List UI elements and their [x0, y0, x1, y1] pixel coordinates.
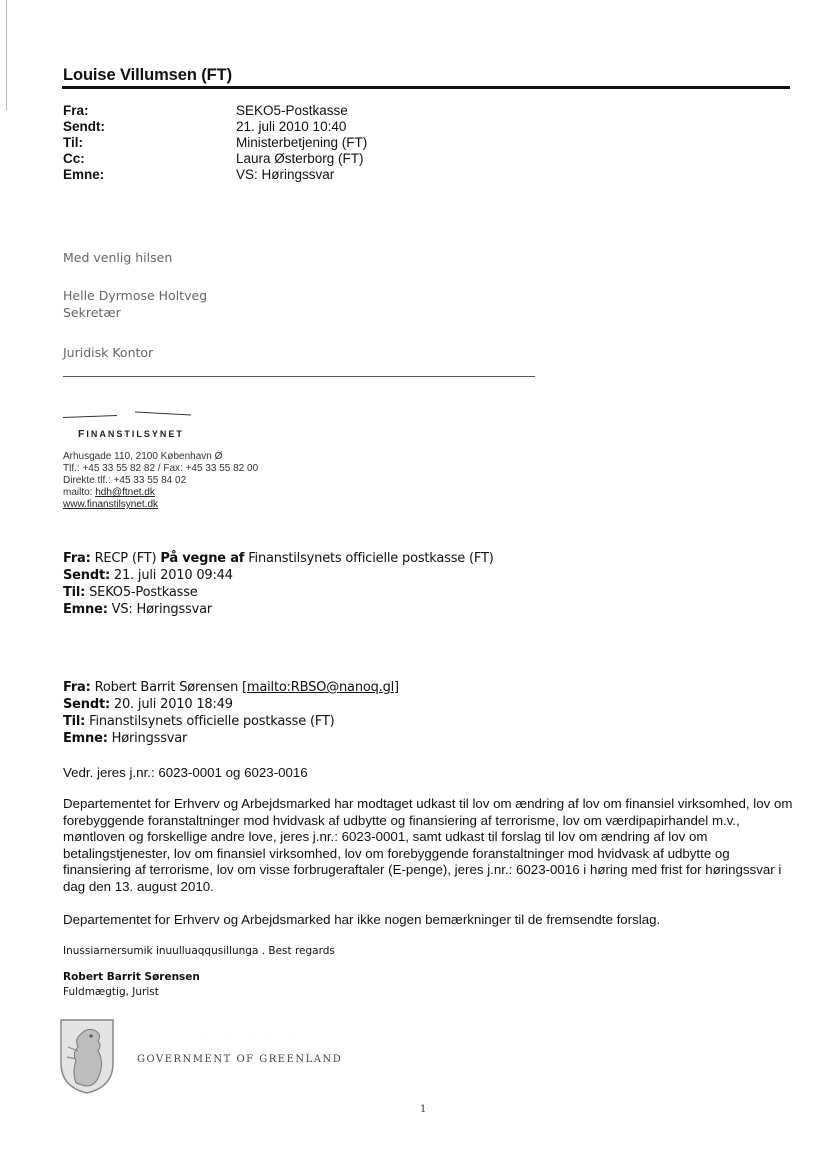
signature-title: Sekretær	[63, 305, 121, 320]
header-value: Laura Østerborg (FT)	[236, 151, 364, 166]
fwd1-fra-line	[63, 550, 494, 567]
logo-initial: F	[78, 428, 87, 440]
fwd2-mailto-link[interactable]: [mailto:RBSO@nanoq.gl]	[242, 680, 399, 695]
header-value: VS: Høringssvar	[236, 167, 335, 182]
fwd1-sendt-value: 21. juli 2010 09:44	[113, 568, 233, 583]
fwd2-emne-line	[63, 730, 187, 747]
logo-rest: INANSTILSYNET	[86, 429, 184, 439]
web-link[interactable]: www.finanstilsynet.dk	[63, 499, 159, 510]
header-value: Ministerbetjening (FT)	[236, 135, 368, 150]
header-label: Til:	[63, 135, 83, 150]
fwd1-on-behalf-label: På vegne af	[160, 551, 245, 566]
government-of-greenland: GOVERNMENT OF GREENLAND	[137, 1054, 343, 1065]
fwd2-fra-value: Robert Barrit Sørensen	[94, 680, 239, 695]
fwd2-sendt-label: Sendt:	[63, 697, 110, 712]
signature-name: Helle Dyrmose Holtveg	[63, 288, 208, 303]
fwd2-emne-value: Høringssvar	[111, 731, 188, 746]
fwd1-emne-label: Emne:	[63, 602, 108, 617]
fwd2-sendt-line	[63, 696, 233, 713]
fwd2-fra-label: Fra:	[63, 680, 91, 695]
letter-paragraph-1: Departementet for Erhverv og Arbejdsmarked har modtaget udkast til lov om ændring af lov om finansiel virksomhed, lov om forebyggende foranstaltninger mod hvidvask af udbytte og finansiering af terrorisme, lov om værdipapirhandel m.v., møntloven og forskellige andre love, jeres j.nr.: 6023-0001, samt udkast til forslag til lov om ændring af lov om betalingstjenester, lov om finansiel virksomhed, lov om forebyggende foranstaltninger mod hvidvask af udbytte og finansiering af terrorisme, lov om visse forbrugeraftaler (E-penge), jeres j.nr.: 6023-0016 i høring med frist for høringssvar i dag den 13. august 2010.	[63, 796, 793, 894]
fwd1-til-value: SEKO5-Postkasse	[89, 585, 198, 600]
finanstilsynet-mailto	[63, 487, 155, 500]
mailto-link[interactable]: hdh@ftnet.dk	[95, 487, 155, 498]
fwd2-til-label: Til:	[63, 714, 86, 729]
finanstilsynet-phone-fax: Tlf.: +45 33 55 82 82 / Fax: +45 33 55 82 00	[63, 463, 259, 474]
header-label: Sendt:	[63, 119, 105, 134]
fwd1-sendt-line	[63, 567, 233, 584]
finanstilsynet-logo-stroke-right	[135, 412, 191, 416]
fwd1-til-label: Til:	[63, 585, 86, 600]
fwd2-emne-label: Emne:	[63, 731, 108, 746]
fwd2-fra-line	[63, 679, 399, 696]
title-rule	[62, 86, 790, 89]
signature-divider	[63, 376, 535, 377]
page-number: 1	[420, 1104, 427, 1115]
greenland-coat-of-arms-icon	[58, 1017, 116, 1095]
fwd2-til-value: Finanstilsynets officielle postkasse (FT)	[89, 714, 335, 729]
letter-closing: Inussiarnersumik inuulluaqqusillunga . Best regards	[63, 945, 335, 957]
signature-office: Juridisk Kontor	[63, 345, 154, 360]
fwd1-emne-line	[63, 601, 212, 618]
mailto-prefix: mailto:	[63, 487, 96, 498]
finanstilsynet-address: Arhusgade 110, 2100 København Ø	[63, 451, 223, 462]
header-label: Emne:	[63, 167, 105, 182]
signer-title: Fuldmægtig, Jurist	[63, 986, 159, 998]
finanstilsynet-logo-stroke-left	[63, 415, 117, 418]
fwd2-sendt-value: 20. juli 2010 18:49	[113, 697, 233, 712]
fwd1-fra-value: RECP (FT)	[94, 551, 157, 566]
finanstilsynet-direct-phone: Direkte tlf.: +45 33 55 84 02	[63, 475, 187, 486]
header-value: SEKO5-Postkasse	[236, 103, 348, 118]
finanstilsynet-logo-text	[78, 428, 184, 440]
fwd1-til-line	[63, 584, 198, 601]
finanstilsynet-web	[63, 499, 158, 512]
letter-reference: Vedr. jeres j.nr.: 6023-0001 og 6023-0016	[63, 765, 308, 780]
header-label: Cc:	[63, 151, 85, 166]
fwd1-on-behalf-value: Finanstilsynets officielle postkasse (FT)	[248, 551, 494, 566]
fwd1-emne-value: VS: Høringssvar	[111, 602, 213, 617]
fwd1-sendt-label: Sendt:	[63, 568, 110, 583]
signature-greeting: Med venlig hilsen	[63, 250, 173, 265]
signer-name: Robert Barrit Sørensen	[63, 971, 200, 983]
header-label: Fra:	[63, 103, 89, 118]
letter-paragraph-2: Departementet for Erhverv og Arbejdsmarked har ikke nogen bemærkninger til de fremsendte forslag.	[63, 912, 661, 927]
header-value: 21. juli 2010 10:40	[236, 119, 347, 134]
government-faint-text: · · · · ·	[205, 1030, 302, 1040]
scan-edge-line	[6, 0, 7, 110]
fwd2-til-line	[63, 713, 335, 730]
sender-name: Louise Villumsen (FT)	[63, 66, 233, 84]
fwd1-fra-label: Fra:	[63, 551, 91, 566]
